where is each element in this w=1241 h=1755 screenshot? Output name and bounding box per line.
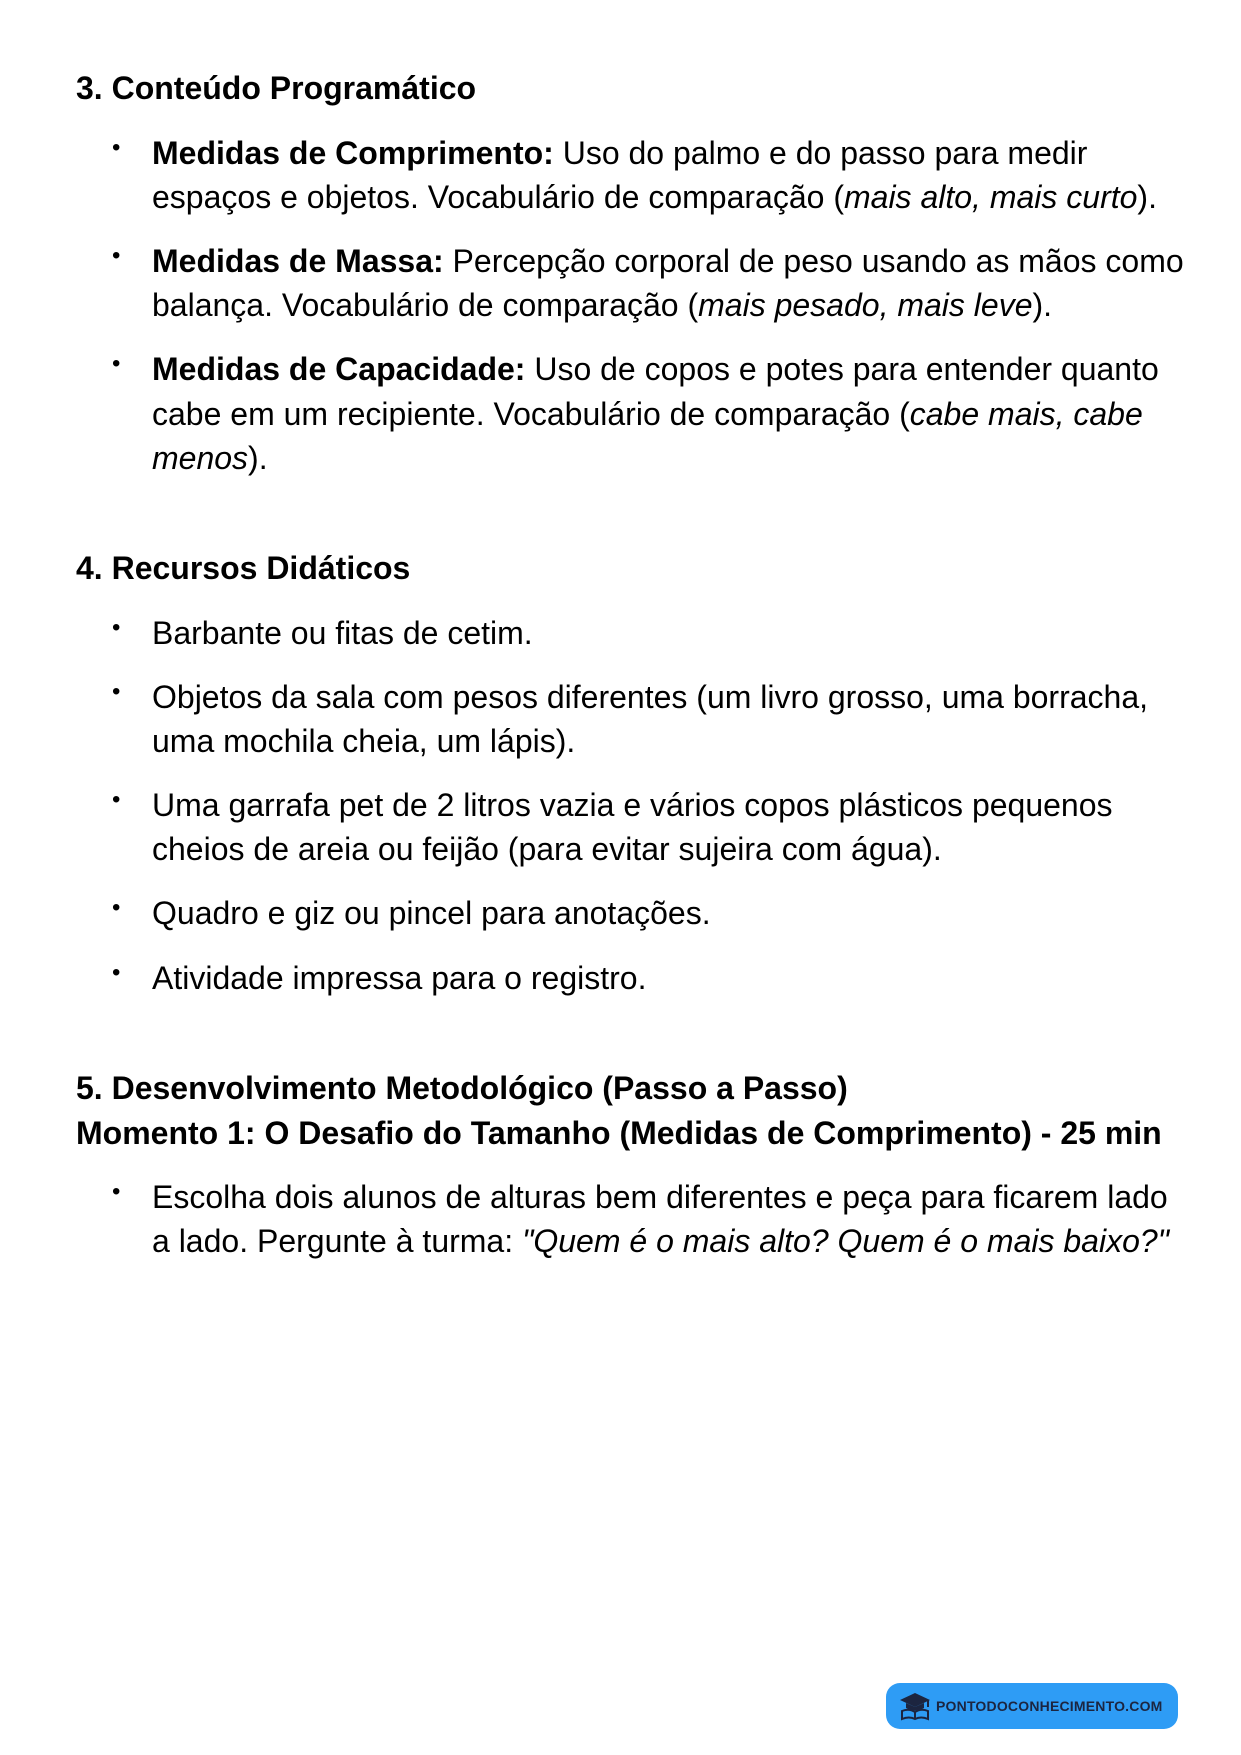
item-label: Medidas de Massa: xyxy=(152,243,444,280)
list-item xyxy=(76,347,1186,479)
item-text: Quadro e giz ou pincel para anotações. xyxy=(152,895,711,932)
section-3-list xyxy=(76,131,1186,480)
graduation-cap-book-icon xyxy=(898,1691,932,1721)
bullet: • xyxy=(112,894,121,922)
item-emphasis: mais pesado, mais leve xyxy=(698,287,1033,324)
moment-1-heading: Momento 1: O Desafio do Tamanho (Medidas de Comprimento) - 25 min xyxy=(76,1114,1162,1151)
bullet: • xyxy=(112,786,121,814)
site-logo[interactable] xyxy=(886,1683,1178,1729)
item-text: Objetos da sala com pesos diferentes (um livro grosso, uma borracha, uma mochila cheia, um lápis). xyxy=(152,678,1149,759)
section-4-heading: 4. Recursos Didáticos xyxy=(76,549,411,586)
list-item xyxy=(76,675,1186,763)
section-5-heading: 5. Desenvolvimento Metodológico (Passo a Passo) xyxy=(76,1069,848,1106)
bullet: • xyxy=(112,1177,121,1205)
bullet: • xyxy=(112,242,121,270)
document-page xyxy=(76,66,1186,1263)
section-4-list xyxy=(76,611,1186,1000)
bullet: • xyxy=(112,958,121,986)
bullet: • xyxy=(112,613,121,641)
list-item xyxy=(76,891,1186,935)
list-item xyxy=(76,611,1186,655)
item-end: ). xyxy=(248,439,268,476)
list-item xyxy=(76,1175,1186,1263)
item-text: Escolha dois alunos de alturas bem diferentes e peça para ficarem lado a lado. Pergunte à turma: xyxy=(152,1178,1168,1259)
item-text: Atividade impressa para o registro. xyxy=(152,959,647,996)
item-end: ). xyxy=(1032,287,1053,324)
item-text: Barbante ou fitas de cetim. xyxy=(152,614,533,651)
list-item xyxy=(76,783,1186,871)
section-3-heading: 3. Conteúdo Programático xyxy=(76,70,477,106)
item-emphasis: cabe mais, cabe menos xyxy=(152,395,1143,476)
item-label: Medidas de Capacidade: xyxy=(152,351,526,388)
item-emphasis: mais alto, mais curto xyxy=(843,178,1138,215)
section-5-list xyxy=(76,1175,1186,1263)
bullet: • xyxy=(112,677,121,705)
bullet: • xyxy=(112,133,121,161)
list-item xyxy=(76,131,1186,219)
item-text: Uso de copos e potes para entender quanto cabe em um recipiente. Vocabulário de comparação ( xyxy=(152,351,1159,432)
logo-text: PONTODOCONHECIMENTO.COM xyxy=(936,1698,1163,1714)
item-text: Uma garrafa pet de 2 litros vazia e vários copos plásticos pequenos cheios de areia ou feijão (para evitar sujeira com água). xyxy=(152,787,1113,868)
item-label: Medidas de Comprimento: xyxy=(152,134,554,171)
list-item xyxy=(76,239,1186,327)
bullet: • xyxy=(112,350,121,378)
list-item xyxy=(76,956,1186,1000)
item-end: ). xyxy=(1137,178,1157,215)
item-text: Uso do palmo e do passo para medir espaços e objetos. Vocabulário de comparação ( xyxy=(152,134,1088,215)
item-text: Percepção corporal de peso usando as mãos como balança. Vocabulário de comparação ( xyxy=(152,243,1184,324)
item-quote: "Quem é o mais alto? Quem é o mais baixo?" xyxy=(522,1222,1170,1259)
